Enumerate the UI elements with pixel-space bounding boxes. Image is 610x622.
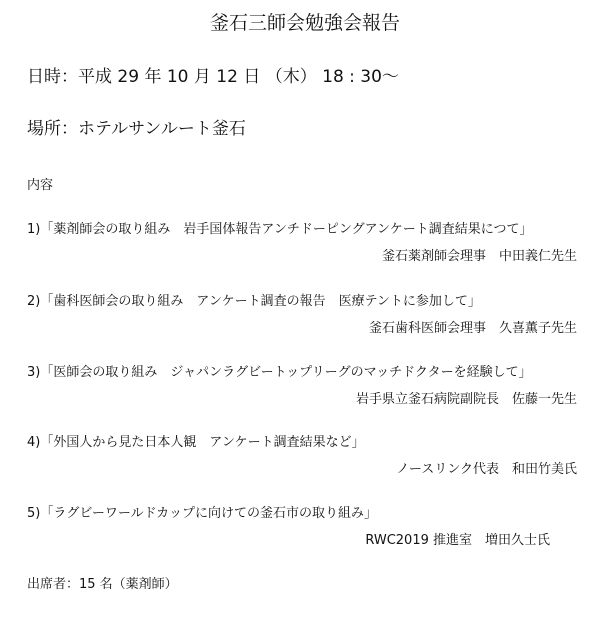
agenda-item-title: 2)「歯科医師会の取り組み アンケート調査の報告 医療テントに参加して」 bbox=[27, 294, 481, 309]
agenda-item-presenter: 岩手県立釜石病院副院長 佐藤一先生 bbox=[355, 392, 577, 407]
agenda-item-presenter: 釜石薬剤師会理事 中田義仁先生 bbox=[381, 249, 577, 264]
attendance-line: 出席者：15 名（薬剤師） bbox=[27, 577, 178, 592]
agenda-item-title: 4)「外国人から見た日本人観 アンケート調査結果など」 bbox=[27, 435, 365, 450]
agenda-item-presenter: ノースリンク代表 和田竹美氏 bbox=[396, 462, 577, 477]
agenda-item-presenter: 釜石歯科医師会理事 久喜薫子先生 bbox=[368, 321, 577, 336]
place-line: 場所：ホテルサンルート釜石 bbox=[27, 119, 246, 139]
contents-heading: 内容 bbox=[27, 178, 54, 193]
date-line: 日時：平成 29 年 10 月 12 日 （木） 18 : 30〜 bbox=[27, 67, 399, 87]
agenda-item-title: 5)「ラグビーワールドカップに向けての釜石市の取り組み」 bbox=[27, 506, 378, 521]
agenda-item-title: 1)「薬剤師会の取り組み 岩手国体報告アンチドーピングアンケート調査結果につて」 bbox=[27, 222, 533, 237]
agenda-item-title: 3)「医師会の取り組み ジャパンラグビートップリーグのマッチドクターを経験して」 bbox=[27, 365, 532, 380]
agenda-item-presenter: RWC2019 推進室 増田久士氏 bbox=[365, 533, 550, 548]
document-title: 釜石三師会勉強会報告 bbox=[209, 12, 400, 34]
